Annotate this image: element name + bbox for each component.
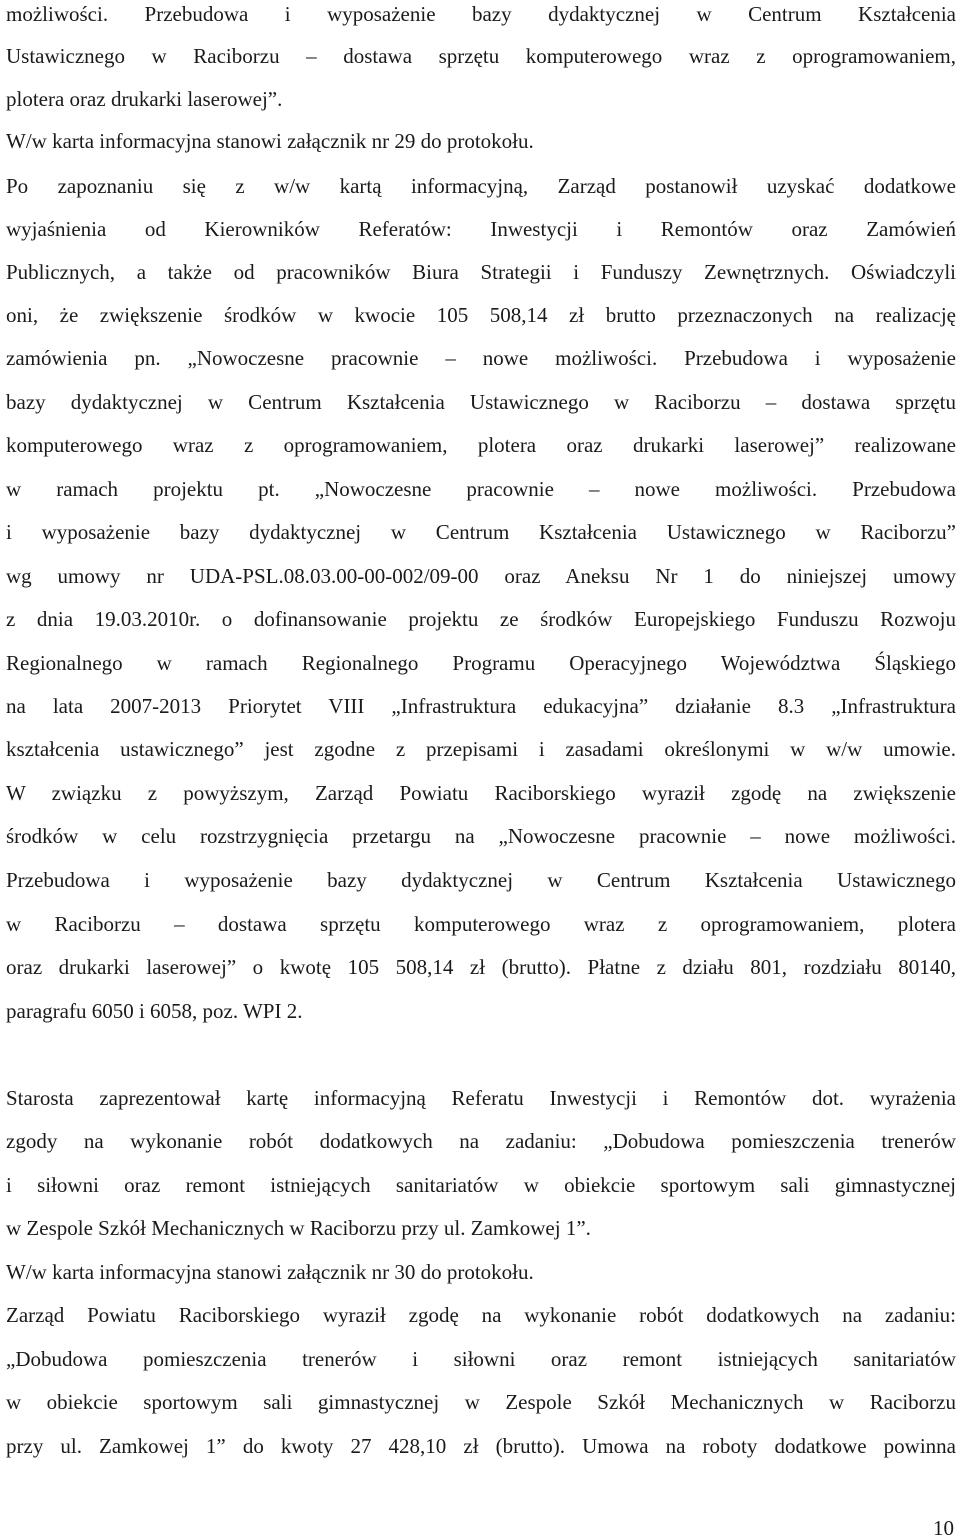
text-line: komputerowego wraz z oprogramowaniem, plotera oraz drukarki laserowej” realizowane	[6, 433, 956, 457]
text-line: Ustawicznego w Raciborzu – dostawa sprzętu komputerowego wraz z oprogramowaniem,	[6, 44, 956, 68]
text-line: paragrafu 6050 i 6058, poz. WPI 2.	[6, 999, 303, 1023]
text-line: w ramach projektu pt. „Nowoczesne pracownie – nowe możliwości. Przebudowa	[6, 477, 956, 501]
text-line: Publicznych, a także od pracowników Biura Strategii i Funduszy Zewnętrznych. Oświadczyli	[6, 260, 956, 284]
text-line: na lata 2007-2013 Priorytet VIII „Infrastruktura edukacyjna” działanie 8.3 „Infrastruktura	[6, 694, 956, 718]
text-line: zgody na wykonanie robót dodatkowych na zadaniu: „Dobudowa pomieszczenia trenerów	[6, 1129, 956, 1153]
text-line: środków w celu rozstrzygnięcia przetargu na „Nowoczesne pracownie – nowe możliwości.	[6, 824, 956, 848]
text-line: bazy dydaktycznej w Centrum Kształcenia Ustawicznego w Raciborzu – dostawa sprzętu	[6, 390, 956, 414]
text-line: oraz drukarki laserowej” o kwotę 105 508,14 zł (brutto). Płatne z działu 801, rozdziału 80140,	[6, 955, 956, 979]
text-line: i siłowni oraz remont istniejących sanitariatów w obiekcie sportowym sali gimnastycznej	[6, 1173, 956, 1197]
text-line: wyjaśnienia od Kierowników Referatów: Inwestycji i Remontów oraz Zamówień	[6, 217, 956, 241]
text-line: W związku z powyższym, Zarząd Powiatu Raciborskiego wyraził zgodę na zwiększenie	[6, 781, 956, 805]
text-line: z dnia 19.03.2010r. o dofinansowanie projektu ze środków Europejskiego Funduszu Rozwoju	[6, 607, 956, 631]
text-line: Starosta zaprezentował kartę informacyjną Referatu Inwestycji i Remontów dot. wyrażenia	[6, 1086, 956, 1110]
text-line: zamówienia pn. „Nowoczesne pracownie – nowe możliwości. Przebudowa i wyposażenie	[6, 346, 956, 370]
page-number: 10	[933, 1516, 954, 1540]
text-line: i wyposażenie bazy dydaktycznej w Centrum Kształcenia Ustawicznego w Raciborzu”	[6, 520, 956, 544]
text-line: możliwości. Przebudowa i wyposażenie bazy dydaktycznej w Centrum Kształcenia	[6, 2, 956, 26]
text-line: W/w karta informacyjna stanowi załącznik nr 29 do protokołu.	[6, 129, 534, 153]
text-line: przy ul. Zamkowej 1” do kwoty 27 428,10 zł (brutto). Umowa na roboty dodatkowe powinna	[6, 1434, 956, 1458]
text-line: oni, że zwiększenie środków w kwocie 105 508,14 zł brutto przeznaczonych na realizację	[6, 303, 956, 327]
text-line: Przebudowa i wyposażenie bazy dydaktycznej w Centrum Kształcenia Ustawicznego	[6, 868, 956, 892]
text-line: „Dobudowa pomieszczenia trenerów i siłowni oraz remont istniejących sanitariatów	[6, 1347, 956, 1371]
text-line: wg umowy nr UDA-PSL.08.03.00-00-002/09-00 oraz Aneksu Nr 1 do niniejszej umowy	[6, 564, 956, 588]
text-line: w Zespole Szkół Mechanicznych w Raciborzu przy ul. Zamkowej 1”.	[6, 1216, 591, 1240]
text-line: kształcenia ustawicznego” jest zgodne z przepisami i zasadami określonymi w w/w umowie.	[6, 737, 956, 761]
text-line: W/w karta informacyjna stanowi załącznik nr 30 do protokołu.	[6, 1260, 534, 1284]
text-line: w Raciborzu – dostawa sprzętu komputerowego wraz z oprogramowaniem, plotera	[6, 912, 956, 936]
text-line: Po zapoznaniu się z w/w kartą informacyjną, Zarząd postanowił uzyskać dodatkowe	[6, 174, 956, 198]
text-line: Regionalnego w ramach Regionalnego Programu Operacyjnego Województwa Śląskiego	[6, 651, 956, 675]
text-line: Zarząd Powiatu Raciborskiego wyraził zgodę na wykonanie robót dodatkowych na zadaniu:	[6, 1303, 956, 1327]
text-line: plotera oraz drukarki laserowej”.	[6, 87, 283, 111]
text-line: w obiekcie sportowym sali gimnastycznej w Zespole Szkół Mechanicznych w Raciborzu	[6, 1390, 956, 1414]
